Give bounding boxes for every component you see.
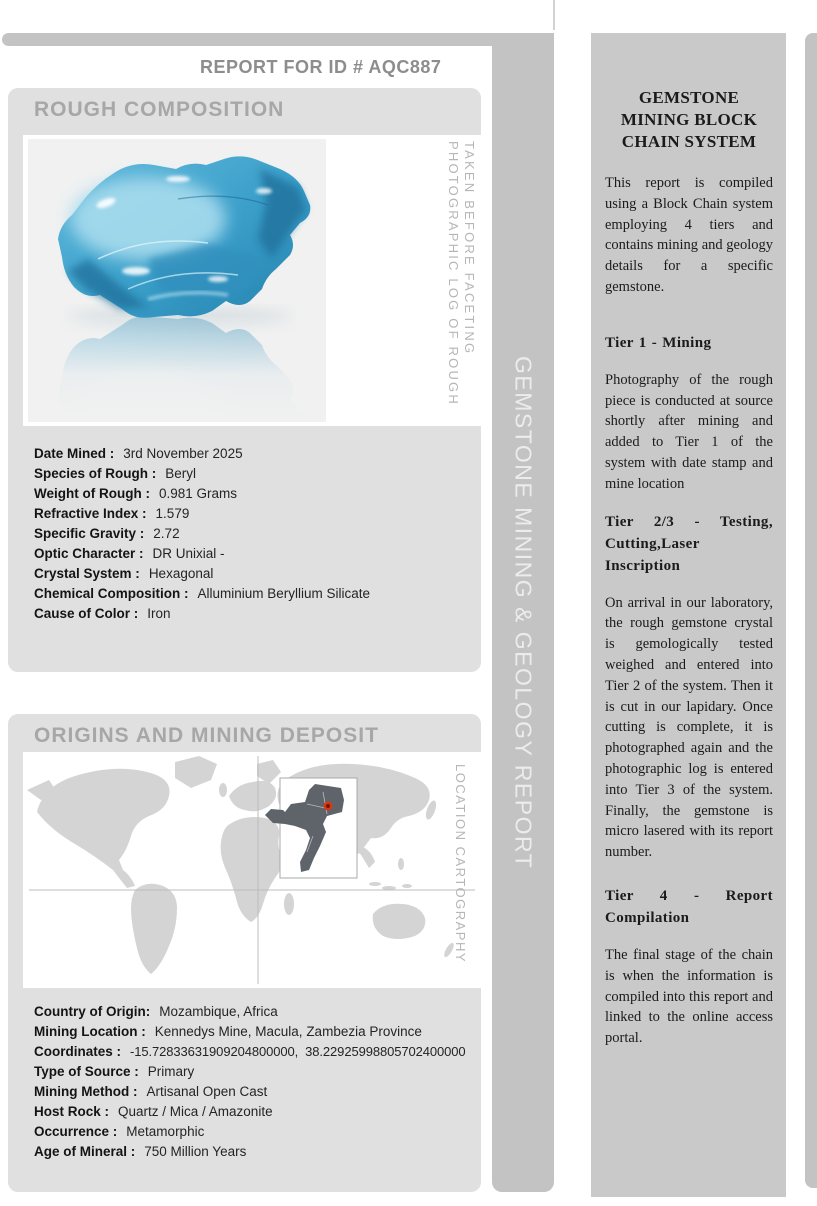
field-coordinates: Coordinates : -15.72833631909204800000, 38.22925998805702400000 — [34, 1044, 466, 1059]
field-date-mined: Date Mined : 3rd November 2025 — [34, 446, 243, 461]
blockchain-info-panel — [591, 33, 786, 1197]
field-optic-character: Optic Character : DR Unixial - — [34, 546, 225, 561]
field-type-of-source: Type of Source : Primary — [34, 1064, 195, 1079]
origins-title: ORIGINS AND MINING DEPOSIT — [34, 724, 379, 747]
field-age-of-mineral: Age of Mineral : 750 Million Years — [34, 1144, 247, 1159]
vertical-banner-text: GEMSTONE MINING & GEOLOGY REPORT — [510, 355, 537, 870]
map-caption-text: LOCATION CARTOGRAPHY — [453, 764, 468, 964]
photo-caption-line2: TAKEN BEFORE FACETING — [462, 141, 477, 356]
gem-illustration — [28, 139, 326, 422]
photo-caption — [445, 141, 477, 421]
field-crystal-system: Crystal System : Hexagonal — [34, 566, 214, 581]
origins-fields — [34, 1002, 466, 1162]
tier1-body: Photography of the rough piece is conducted at source shortly after mining and added to Tier 1 of the system with date stamp and mine location — [605, 371, 773, 492]
map-caption — [452, 764, 468, 984]
tier1-heading: Tier 1 - Mining — [605, 334, 712, 351]
photo-caption-line1: PHOTOGRAPHIC LOG OF ROUGH — [446, 141, 461, 406]
field-chemical-composition: Chemical Composition : Alluminium Beryllium Silicate — [34, 586, 371, 601]
mine-location-marker-icon — [324, 802, 333, 811]
field-refractive-index: Refractive Index : 1.579 — [34, 506, 190, 521]
tier23-heading: Tier 2/3 - Testing, Cutting,Laser Inscription — [605, 513, 773, 574]
field-cause-of-color: Cause of Color : Iron — [34, 606, 171, 621]
page-center-tick — [553, 0, 555, 30]
rough-composition-title: ROUGH COMPOSITION — [34, 98, 285, 121]
world-map — [23, 752, 481, 988]
rough-composition-fields — [34, 444, 370, 624]
origins-panel — [8, 714, 481, 1192]
frame-top-bar — [2, 33, 554, 46]
map-area — [23, 752, 481, 988]
vertical-banner-strip — [492, 33, 554, 1192]
tier4-body: The final stage of the chain is when the information is compiled into this report and linked to the online access portal. — [605, 946, 773, 1047]
field-specific-gravity: Specific Gravity : 2.72 — [34, 526, 180, 541]
tier23-body: On arrival in our laboratory, the rough gemstone crystal is gemologically tested weighed and entered into Tier 2 of the system. Then it is cut in our lapidary. Once cutting is complete, it is photographed again and the photographic log is entered into Tier 3 of the system. Finally, the gemstone is micro lasered with its report number. — [605, 594, 773, 861]
page-title: REPORT FOR ID # AQC887 — [200, 57, 442, 77]
info-intro-paragraph: This report is compiled using a Block Chain system employing 4 tiers and contains mining and geology details for a specific gemstone. — [605, 175, 773, 295]
rough-composition-panel — [8, 88, 481, 672]
field-occurrence: Occurrence : Metamorphic — [34, 1124, 205, 1139]
right-edge-strip — [805, 33, 817, 1188]
field-host-rock: Host Rock : Quartz / Mica / Amazonite — [34, 1104, 273, 1119]
info-panel-heading: GEMSTONE MINING BLOCK CHAIN SYSTEM — [620, 88, 758, 151]
photo-log-area — [23, 135, 481, 426]
rough-gemstone-photo — [28, 139, 326, 422]
field-country: Country of Origin: Mozambique, Africa — [34, 1004, 278, 1019]
field-weight: Weight of Rough : 0.981 Grams — [34, 486, 238, 501]
field-mining-location: Mining Location : Kennedys Mine, Macula, Zambezia Province — [34, 1024, 422, 1039]
tier4-heading: Tier 4 - Report Compilation — [605, 887, 773, 926]
field-mining-method: Mining Method : Artisanal Open Cast — [34, 1084, 268, 1099]
field-species: Species of Rough : Beryl — [34, 466, 197, 481]
